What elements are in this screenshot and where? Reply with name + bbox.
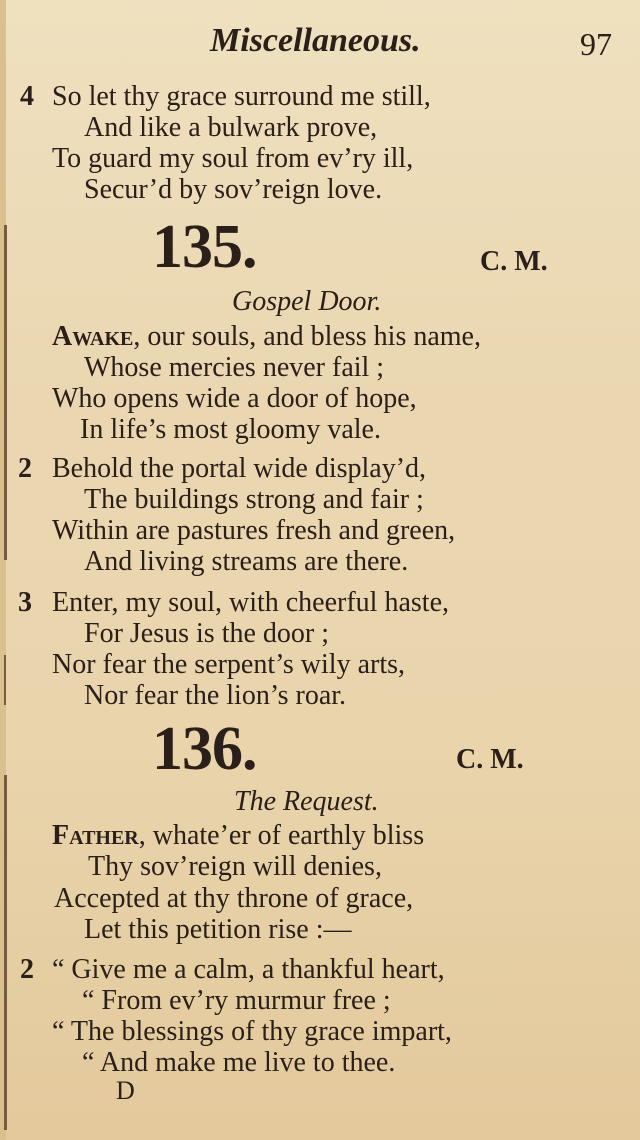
hymn-title: The Request. <box>234 786 379 817</box>
verse-line: So let thy grace surround me still, <box>52 81 431 112</box>
section-title: Miscellaneous. <box>210 22 421 59</box>
margin-rule <box>4 225 7 560</box>
verse-line: The buildings strong and fair ; <box>84 484 424 515</box>
verse-line: And like a bulwark prove, <box>84 112 378 143</box>
verse-line: “ And make me live to thee. <box>82 1047 396 1078</box>
verse-line: Let this petition rise :— <box>84 914 352 945</box>
page-number: 97 <box>580 26 612 62</box>
verse-line: For Jesus is the door ; <box>84 618 329 649</box>
stanza-number: 2 <box>20 954 34 985</box>
stanza-number: 3 <box>18 587 32 618</box>
signature-mark: D <box>116 1076 135 1105</box>
verse-line: Accepted at thy throne of grace, <box>54 883 414 914</box>
verse-line: Thy sov’reign will denies, <box>88 851 382 882</box>
verse-line: And living streams are there. <box>84 546 409 577</box>
verse-line: Awake, our souls, and bless his name, <box>52 321 481 352</box>
margin-rule <box>4 775 7 1130</box>
verse-line: Behold the portal wide display’d, <box>52 453 427 484</box>
stanza-number: 4 <box>20 81 34 112</box>
verse-line: Whose mercies never fail ; <box>84 352 385 383</box>
verse-line: Nor fear the lion’s roar. <box>84 680 347 711</box>
verse-line: Enter, my soul, with cheerful haste, <box>52 587 449 618</box>
hymn-title: Gospel Door. <box>232 286 382 317</box>
margin-rule <box>4 655 6 705</box>
verse-line: To guard my soul from ev’ry ill, <box>52 143 414 174</box>
hymn-meter: C. M. <box>480 246 548 277</box>
running-header <box>0 22 640 66</box>
opening-word: Awake <box>52 321 134 352</box>
opening-word: Father <box>52 820 139 851</box>
verse-line: Secur’d by sov’reign love. <box>84 174 383 205</box>
verse-line: In life’s most gloomy vale. <box>80 414 381 445</box>
verse-line: Within are pastures fresh and green, <box>52 515 456 546</box>
hymn-meter: C. M. <box>456 744 524 775</box>
verse-line: “ From ev’ry murmur free ; <box>82 985 391 1016</box>
verse-line: “ Give me a calm, a thankful heart, <box>52 954 445 985</box>
verse-line: Nor fear the serpent’s wily arts, <box>52 649 405 680</box>
verse-line: “ The blessings of thy grace impart, <box>52 1016 452 1047</box>
hymn-number: 135. <box>152 213 257 281</box>
verse-line: Who opens wide a door of hope, <box>52 383 417 414</box>
verse-line: Father, whate’er of earthly bliss <box>52 820 425 851</box>
hymn-number: 136. <box>152 715 257 783</box>
stanza-number: 2 <box>18 453 32 484</box>
